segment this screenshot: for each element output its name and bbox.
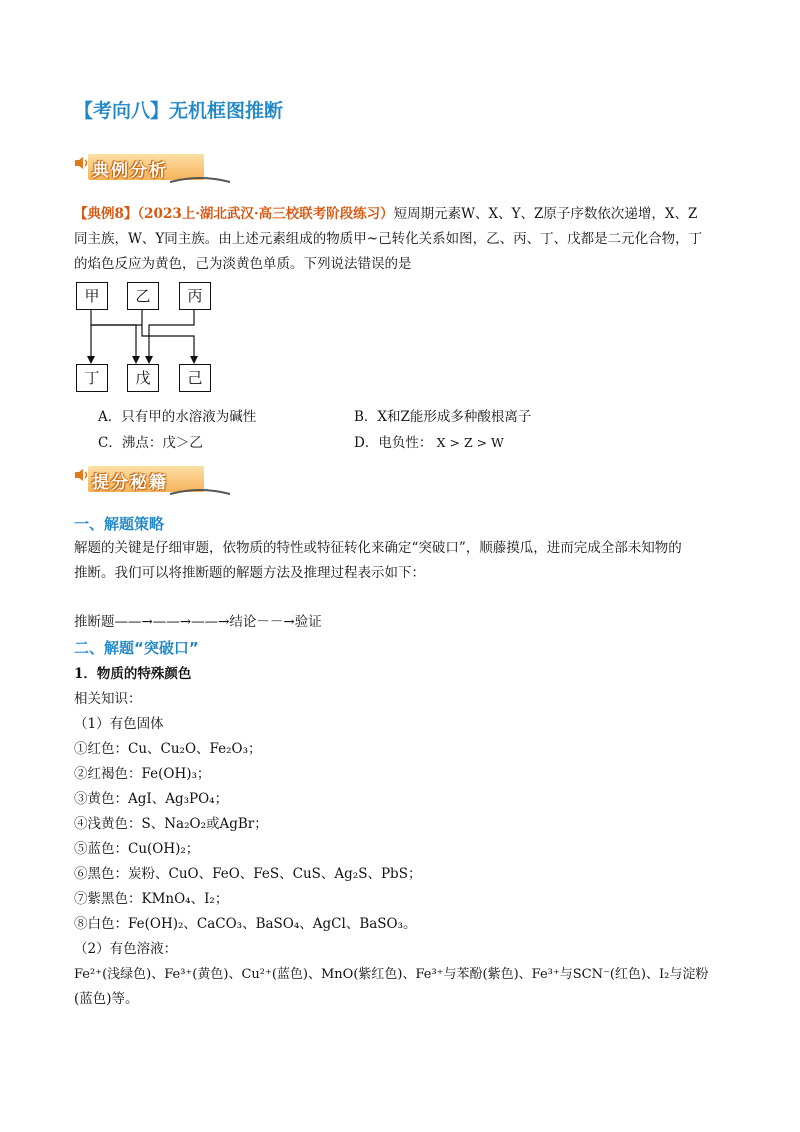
section-1-body bbox=[74, 536, 734, 586]
flow-line bbox=[74, 610, 322, 635]
example-source: （2023上·湖北武汉·高三校联考阶段练习） bbox=[137, 206, 394, 222]
flow-text: 推断题——→——→——→结论－－→验证 bbox=[74, 614, 322, 630]
section-2-body bbox=[74, 662, 754, 1012]
option-d bbox=[354, 431, 504, 451]
color-yellow: ③黄色：AgI、Ag₃PO₄； bbox=[74, 791, 229, 807]
color-purple-black: ⑦紫黑色：KMnO₄、I₂； bbox=[74, 891, 229, 907]
color-light-yellow: ④浅黄色：S、Na₂O₂或AgBr； bbox=[74, 816, 268, 832]
page-title: 【考向八】无机框图推断 bbox=[74, 100, 284, 122]
solution-line-1: Fe²⁺(浅绿色)、Fe³⁺(黄色)、Cu²⁺(蓝色)、MnO(紫红色)、Fe³⁺与苯酚(紫色)、Fe³⁺与SCN⁻(红色)、I₂与淀粉 bbox=[74, 967, 709, 982]
subsection-heading: 1．物质的特殊颜色 bbox=[74, 666, 192, 682]
option-a: A．只有甲的水溶液为碱性 bbox=[98, 409, 257, 425]
option-c: C．沸点：戊＞乙 bbox=[98, 435, 203, 451]
color-red-brown: ②红褐色：Fe(OH)₃； bbox=[74, 766, 211, 782]
section-1-para-1: 解题的关键是仔细审题，依物质的特性或特征转化来确定“突破口”，顺藤摸瓜，进而完成全部未知物的 bbox=[74, 540, 682, 556]
option-b: B．X和Z能形成多种酸根离子 bbox=[354, 409, 532, 425]
tips-banner bbox=[74, 466, 224, 498]
section-2-heading: 二、解题“突破口” bbox=[74, 639, 199, 657]
option-d-label: D．电负性： bbox=[354, 435, 433, 451]
example-banner bbox=[74, 154, 224, 186]
question-line-1 bbox=[74, 202, 734, 227]
color-blue: ⑤蓝色：Cu(OH)₂； bbox=[74, 841, 200, 857]
swoosh-decoration bbox=[170, 488, 230, 496]
question-line-3: 的焰色反应为黄色，己为淡黄色单质。下列说法错误的是 bbox=[74, 256, 412, 272]
diagram-box-ji: 己 bbox=[179, 364, 211, 392]
diagram-box-jia: 甲 bbox=[76, 282, 108, 310]
solid-heading: （1）有色固体 bbox=[74, 716, 164, 732]
diagram-box-wu: 戊 bbox=[127, 364, 159, 392]
section-1-heading: 一、解题策略 bbox=[74, 515, 165, 533]
section-1-para-2: 推断。我们可以将推断题的解题方法及推理过程表示如下： bbox=[74, 565, 425, 581]
solution-heading: （2）有色溶液： bbox=[74, 941, 178, 957]
solution-line-2: (蓝色)等。 bbox=[74, 991, 139, 1007]
related-knowledge: 相关知识： bbox=[74, 691, 142, 707]
swoosh-decoration bbox=[170, 176, 230, 184]
color-white: ⑧白色：Fe(OH)₂、CaCO₃、BaSO₄、AgCl、BaSO₃。 bbox=[74, 916, 417, 932]
banner-title: 提分秘籍 bbox=[92, 473, 168, 493]
question-line-2: 同主族，W、Y同主族。由上述元素组成的物质甲~己转化关系如图，乙、丙、丁、戊都是二元化合物，丁 bbox=[74, 231, 703, 247]
diagram-box-ding: 丁 bbox=[76, 364, 108, 392]
banner-title: 典例分析 bbox=[92, 161, 168, 181]
question-text: 短周期元素W、X、Y、Z原子序数依次递增，X、Z bbox=[393, 206, 698, 222]
diagram-box-yi: 乙 bbox=[127, 282, 159, 310]
example-tag: 【典例8】 bbox=[74, 206, 138, 222]
color-red: ①红色：Cu、Cu₂O、Fe₂O₃； bbox=[74, 741, 262, 757]
option-d-value: X > Z > W bbox=[436, 435, 504, 450]
diagram-box-bing: 丙 bbox=[179, 282, 211, 310]
example-question bbox=[74, 202, 734, 277]
transformation-diagram bbox=[74, 282, 234, 394]
color-black: ⑥黑色：炭粉、CuO、FeO、FeS、CuS、Ag₂S、PbS； bbox=[74, 866, 422, 882]
